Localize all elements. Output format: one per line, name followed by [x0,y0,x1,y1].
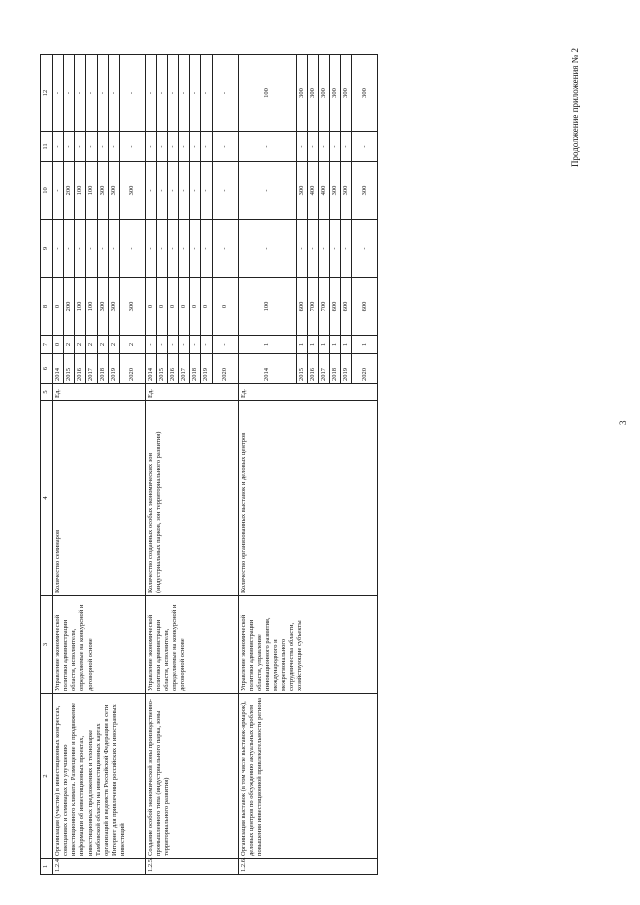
program-table [40,54,378,875]
value-cell-11: - [238,132,296,162]
header-cell: 6 [41,354,53,384]
value-cell-10: 400 [318,162,329,220]
value-cell-12: - [108,55,119,132]
value-cell-10: 300 [108,162,119,220]
value-cell-11: - [75,132,86,162]
value-cell-7: 1 [318,336,329,354]
value-cell-8: 300 [97,278,108,336]
value-cell-12: - [75,55,86,132]
section-code: 1.2.5. [145,859,238,875]
value-cell-7: 1 [352,336,378,354]
value-cell-9: - [179,220,190,278]
value-cell-11: - [352,132,378,162]
value-cell-8: 200 [64,278,75,336]
value-cell-10: - [145,162,156,220]
header-cell: 2 [41,694,53,859]
header-cell: 12 [41,55,53,132]
value-cell-7: 2 [75,336,86,354]
value-cell-11: - [341,132,352,162]
year-cell: 2017 [179,354,190,384]
value-cell-8: 600 [296,278,307,336]
value-cell-10: - [53,162,64,220]
value-cell-9: - [190,220,201,278]
value-cell-12: - [86,55,97,132]
value-cell-8: 0 [179,278,190,336]
year-cell: 2015 [64,354,75,384]
value-cell-10: - [212,162,238,220]
value-cell-7: 2 [119,336,145,354]
header-cell: 3 [41,596,53,694]
value-cell-9: - [119,220,145,278]
value-cell-7: - [145,336,156,354]
value-cell-10: - [168,162,179,220]
value-cell-11: - [307,132,318,162]
executor-cell: Управление экономической политики администрации области, управление инновационного развития, международного и межрегионального сотрудничества области, хозяйствующие субъекты [238,596,378,694]
value-cell-9: - [156,220,167,278]
header-cell: 1 [41,859,53,875]
value-cell-8: 0 [201,278,212,336]
unit-cell: Ед. [238,384,378,401]
indicator-cell: Количество созданных особых экономических зон (индустриальных парков, зон территориального развития) [145,401,238,596]
value-cell-7: 1 [341,336,352,354]
year-cell: 2014 [53,354,64,384]
value-cell-8: 700 [318,278,329,336]
value-cell-8: 0 [190,278,201,336]
year-cell: 2014 [145,354,156,384]
value-cell-9: - [53,220,64,278]
value-cell-8: 100 [86,278,97,336]
value-cell-11: - [97,132,108,162]
value-cell-11: - [145,132,156,162]
value-cell-9: - [296,220,307,278]
value-cell-7: - [212,336,238,354]
value-cell-10: - [238,162,296,220]
activity-cell: Организация выставок (в том числе выставок-ярмарок), деловых центров по обсуждению актуальных проблем повышения инвестиционной привлекательности региона [238,694,378,859]
value-cell-8: 0 [212,278,238,336]
year-cell: 2017 [86,354,97,384]
header-cell: 5 [41,384,53,401]
year-cell: 2017 [318,354,329,384]
year-cell: 2018 [190,354,201,384]
value-cell-12: 100 [238,55,296,132]
year-cell: 2016 [75,354,86,384]
value-cell-10: - [190,162,201,220]
value-cell-9: - [97,220,108,278]
value-cell-9: - [75,220,86,278]
value-cell-7: - [190,336,201,354]
value-cell-10: 100 [86,162,97,220]
activity-cell: Создание особой экономической зоны производственно-промышленного типа (индустриального парка, зоны территориального развития) [145,694,238,859]
value-cell-9: - [108,220,119,278]
value-cell-7: 2 [108,336,119,354]
year-cell: 2015 [156,354,167,384]
table-row [53,55,64,875]
header-row [41,55,53,875]
value-cell-12: - [179,55,190,132]
value-cell-12: 300 [318,55,329,132]
value-cell-12: - [156,55,167,132]
year-cell: 2019 [201,354,212,384]
value-cell-11: - [168,132,179,162]
value-cell-9: - [318,220,329,278]
value-cell-11: - [212,132,238,162]
year-cell: 2020 [352,354,378,384]
section-code: 1.2.4 [53,859,146,875]
unit-cell: Ед. [145,384,238,401]
value-cell-8: 0 [168,278,179,336]
value-cell-8: 0 [145,278,156,336]
value-cell-7: 1 [238,336,296,354]
value-cell-7: - [156,336,167,354]
table-row [238,55,296,875]
value-cell-7: 1 [329,336,340,354]
value-cell-11: - [156,132,167,162]
executor-cell: Управление экономической политики администрации области, исполнители, определяемые на конкурсной и договорной основе [53,596,146,694]
year-cell: 2014 [238,354,296,384]
table-body [53,55,378,875]
value-cell-11: - [296,132,307,162]
value-cell-12: 300 [296,55,307,132]
header-cell: 10 [41,162,53,220]
header-cell: 7 [41,336,53,354]
value-cell-11: - [108,132,119,162]
value-cell-9: - [307,220,318,278]
value-cell-12: - [53,55,64,132]
value-cell-8: 0 [156,278,167,336]
value-cell-10: 300 [119,162,145,220]
value-cell-12: - [145,55,156,132]
value-cell-12: - [97,55,108,132]
value-cell-11: - [53,132,64,162]
value-cell-10: 200 [64,162,75,220]
value-cell-12: 300 [329,55,340,132]
value-cell-12: - [201,55,212,132]
section-code: 1.2.6. [238,859,378,875]
value-cell-9: - [238,220,296,278]
value-cell-7: - [168,336,179,354]
value-cell-12: - [119,55,145,132]
value-cell-9: - [341,220,352,278]
value-cell-11: - [64,132,75,162]
activity-cell: Организация (участие) в инвестиционных конгрессах, совещаниях и семинарах по улучшению инвестиционного климата. Размещение и продвижение информации об инвестиционных проектах, инвестиционных предложениях и технопарке Тамбовской области на инвестиционных картах организаций и ведомств Российской Федерации в сети Интернет для привлечения российских и иностранных инвестиций [53,694,146,859]
year-cell: 2020 [119,354,145,384]
value-cell-12: 300 [307,55,318,132]
year-cell: 2018 [97,354,108,384]
value-cell-8: 600 [352,278,378,336]
year-cell: 2016 [307,354,318,384]
value-cell-10: 400 [307,162,318,220]
page-number: 3 [618,420,628,425]
value-cell-11: - [190,132,201,162]
value-cell-7: 2 [97,336,108,354]
value-cell-7: 2 [64,336,75,354]
value-cell-11: - [179,132,190,162]
value-cell-12: - [190,55,201,132]
value-cell-9: - [145,220,156,278]
value-cell-9: - [329,220,340,278]
value-cell-10: 300 [352,162,378,220]
value-cell-10: 300 [97,162,108,220]
value-cell-10: 300 [296,162,307,220]
value-cell-9: - [201,220,212,278]
value-cell-8: 100 [75,278,86,336]
table-row [145,55,156,875]
value-cell-10: - [156,162,167,220]
header-cell: 8 [41,278,53,336]
appendix-label: Продолжение приложения № 2 [570,47,580,167]
value-cell-12: - [64,55,75,132]
value-cell-8: 600 [341,278,352,336]
header-cell: 9 [41,220,53,278]
header-cell: 11 [41,132,53,162]
value-cell-9: - [64,220,75,278]
value-cell-12: - [168,55,179,132]
value-cell-11: - [329,132,340,162]
value-cell-11: - [119,132,145,162]
year-cell: 2020 [212,354,238,384]
value-cell-10: 100 [75,162,86,220]
value-cell-8: 0 [53,278,64,336]
value-cell-11: - [86,132,97,162]
value-cell-7: 2 [86,336,97,354]
value-cell-11: - [318,132,329,162]
year-cell: 2018 [329,354,340,384]
executor-cell: Управление экономической политики администрации области, исполнители, определяемые на конкурсной и договорной основе [145,596,238,694]
value-cell-12: 300 [352,55,378,132]
value-cell-9: - [352,220,378,278]
value-cell-8: 600 [329,278,340,336]
value-cell-7: 1 [307,336,318,354]
value-cell-12: - [212,55,238,132]
unit-cell: Ед. [53,384,146,401]
value-cell-10: - [179,162,190,220]
value-cell-11: - [201,132,212,162]
value-cell-8: 100 [238,278,296,336]
indicator-cell: Количество семинаров [53,401,146,596]
value-cell-7: 0 [53,336,64,354]
value-cell-7: 1 [296,336,307,354]
year-cell: 2015 [296,354,307,384]
value-cell-12: 300 [341,55,352,132]
value-cell-10: - [201,162,212,220]
year-cell: 2016 [168,354,179,384]
value-cell-8: 300 [119,278,145,336]
value-cell-7: - [201,336,212,354]
value-cell-8: 700 [307,278,318,336]
value-cell-10: 300 [329,162,340,220]
value-cell-9: - [86,220,97,278]
value-cell-8: 300 [108,278,119,336]
year-cell: 2019 [108,354,119,384]
value-cell-9: - [168,220,179,278]
value-cell-7: - [179,336,190,354]
value-cell-10: 300 [341,162,352,220]
header-cell: 4 [41,401,53,596]
year-cell: 2019 [341,354,352,384]
value-cell-9: - [212,220,238,278]
indicator-cell: Количество организованных выставок и деловых центров [238,401,378,596]
